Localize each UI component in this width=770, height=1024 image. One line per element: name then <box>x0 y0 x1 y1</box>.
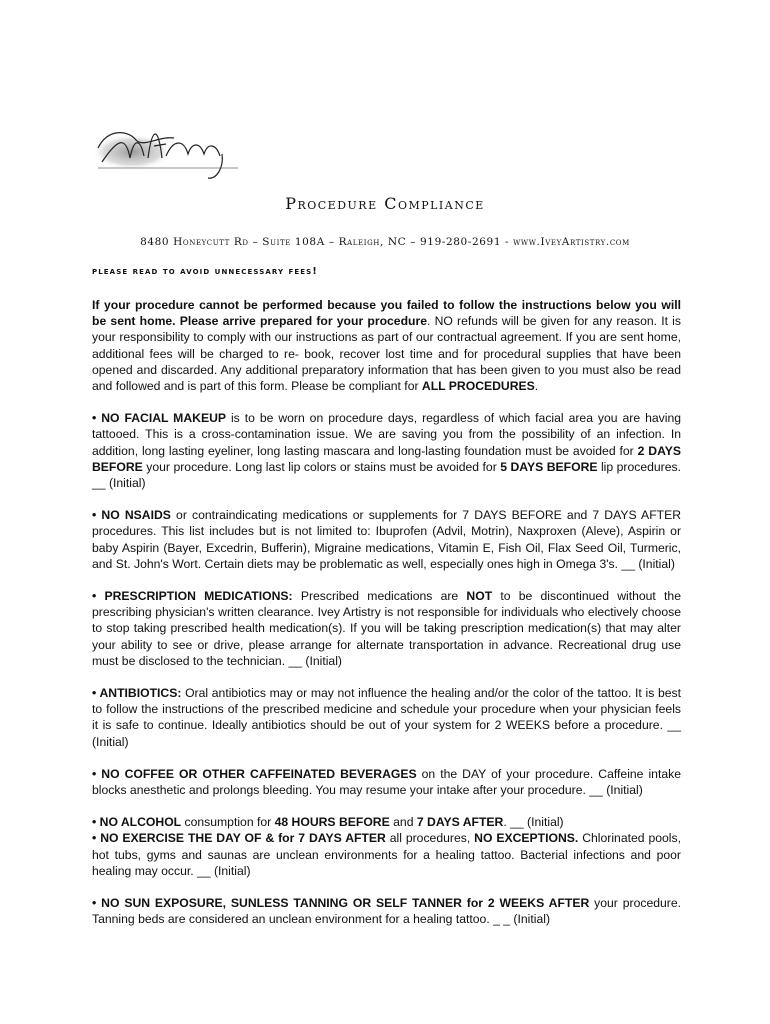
nsaids-text: or contraindicating medications or supplements for 7 DAYS BEFORE and 7 DAYS AFTER procedures. This list includes but is not limited to: Ibuprofen (Advil, Motrin), Naxproxen (Aleve), Aspirin or baby Aspirin (Bayer, Excedrin, Bufferin), Migraine medications, Vitamin E, Fish Oil, Flax Seed Oil, Turmeric, and St. John's Wort. Certain diets may be problematic as well, especially ones high in Omega 3's. __ (Initial) <box>92 508 682 571</box>
intro-text: . NO refunds will be given for any reason. It is your responsibility to comply with our instructions as part of our contractual agreement. If you are sent home, additional fees will be charged to re- book, recover lost time and for procedural supplies that have been opened and discarded. Any additional preparatory information that has been given to you must also be read and followed and is part of this form. Please be compliant for <box>92 314 681 394</box>
makeup-bold-2: 2 DAYS BEFORE <box>92 443 682 474</box>
makeup-text-2: your procedure. Long last lip colors or stains must be avoided for <box>142 459 501 474</box>
makeup-heading: NO FACIAL MAKEUP <box>101 411 226 426</box>
logo-graphic <box>88 118 240 198</box>
business-address: 8480 Honeycutt Rd – Suite 108A – Raleigh, NC – 919-280-2691 - www.IveyArtistry.com <box>140 236 630 248</box>
intro-bold-text: If your procedure cannot be performed because you failed to follow the instructions below you will be sent home. Please arrive prepared for your procedure <box>92 298 681 329</box>
bullet: • <box>92 766 102 781</box>
compliance-content <box>92 297 681 944</box>
sun-heading: NO SUN EXPOSURE, SUNLESS TANNING OR SELF TANNER for 2 WEEKS AFTER <box>101 896 590 911</box>
exercise-text-1: all procedures, <box>385 831 475 846</box>
alcohol-text-3: . __ (Initial) <box>503 815 564 830</box>
coffee-text: on the DAY of your procedure. Caffeine intake blocks anesthetic and prolongs bleeding. You may resume your intake after your procedure. __ (Initial) <box>92 766 681 798</box>
nsaids-rule <box>92 507 681 572</box>
bullet: • <box>92 831 101 846</box>
makeup-text-1: is to be worn on procedure days, regardless of which facial area you are having tattooed. This is a cross-contamination issue. We are saving you from the possibility of an infection. In addition, long lasting eyeliner, long lasting mascara and long-lasting foundation must be avoided for <box>92 411 681 458</box>
alcohol-bold-3: 7 DAYS AFTER <box>416 815 504 830</box>
antibiotics-text: Oral antibiotics may or may not influence the healing and/or the color of the tattoo. It is best to follow the instructions of the prescribed medicine and schedule your procedure when your physician feels it is safe to continue. Ideally antibiotics should be out of your system for 2 WEEKS before a procedure. __ (Initial) <box>92 686 681 749</box>
prescription-bold-2: NOT <box>466 589 493 604</box>
exercise-rule <box>92 830 681 879</box>
alcohol-text-2: and <box>389 815 417 830</box>
sun-rule <box>92 895 681 927</box>
bullet: • <box>92 686 100 701</box>
page-title: Procedure Compliance <box>285 194 485 213</box>
coffee-heading: NO COFFEE OR OTHER CAFFEINATED BEVERAGES <box>101 766 417 781</box>
bullet: • <box>92 815 100 830</box>
exercise-bold-2: NO EXCEPTIONS. <box>474 831 579 846</box>
intro-paragraph <box>92 297 681 394</box>
sun-text: your procedure. Tanning beds are considered an unclean environment for a healing tattoo. _ _ (Initial) <box>92 896 682 927</box>
antibiotics-rule <box>92 685 681 750</box>
intro-bold-end: ALL PROCEDURES <box>421 379 535 394</box>
company-logo <box>88 118 240 198</box>
bullet: • <box>92 896 102 911</box>
makeup-bold-3: 5 DAYS BEFORE <box>500 459 598 474</box>
coffee-rule <box>92 766 681 798</box>
fee-notice: please read to avoid unnecessary fees! <box>92 266 318 277</box>
antibiotics-heading: ANTIBIOTICS: <box>99 686 182 701</box>
alcohol-text-1: consumption for <box>181 815 275 830</box>
bullet: • <box>92 411 102 426</box>
prescription-rule <box>92 588 681 669</box>
makeup-text-3: lip procedures. __ (Initial) <box>92 459 681 491</box>
nsaids-heading: NO NSAIDS <box>101 508 171 523</box>
alcohol-bold-2: 48 HOURS BEFORE <box>274 815 390 830</box>
exercise-text-2: Chlorinated pools, hot tubs, gyms and saunas are unclean environments for a healing tattoo. Bacterial infections and poor healing may occur. __ (Initial) <box>92 831 681 878</box>
intro-end: . <box>534 379 539 394</box>
prescription-text-1: Prescribed medications are <box>292 589 467 604</box>
alcohol-heading: NO ALCOHOL <box>99 815 182 830</box>
prescription-heading: PRESCRIPTION MEDICATIONS: <box>104 589 293 604</box>
alcohol-rule <box>92 814 681 830</box>
makeup-rule <box>92 410 681 491</box>
exercise-heading: NO EXERCISE THE DAY OF & for 7 DAYS AFTER <box>100 831 386 846</box>
bullet: • <box>92 508 102 523</box>
prescription-text-2: to be discontinued without the prescribing physician's written clearance. Ivey Artistry is not responsible for individuals who electively choose to stop taking prescribed health medication(s). If you will be taking prescription medication(s) that may alter your ability to see or drive, please arrange for alternate transportation in advance. Recreational drug use must be disclosed to the technician. __ (Initial) <box>92 589 681 668</box>
bullet: • <box>92 589 105 604</box>
